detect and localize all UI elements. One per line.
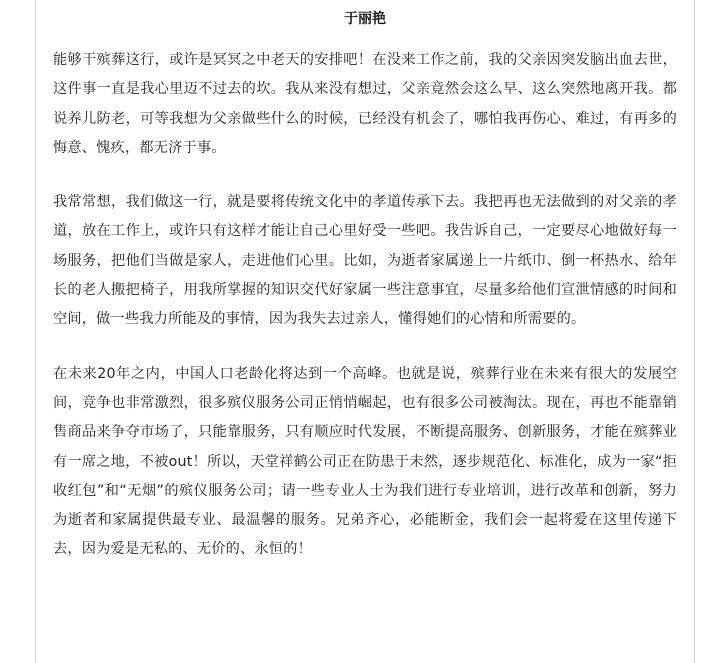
paragraph-2: 我常常想，我们做这一行，就是要将传统文化中的孝道传承下去。我把再也无法做到的对父亲的孝道，放在工作上，或许只有这样才能让自己心里好受一些吧。我告诉自己，一定要尽心地做好每一场服务，把他们当做是家人，走进他们心里。比如，为逝者家属递上一片纸巾、倒一杯热水、给年长的老人搬把椅子，用我所掌握的知识交代好家属一些注意事宜，尽量多给他们宣泄情感的时间和空间，做一些我力所能及的事情，因为我失去过亲人，懂得她们的心情和所需要的。 <box>53 194 677 328</box>
paragraph-3: 在未来20年之内，中国人口老龄化将达到一个高峰。也就是说，殡葬行业在未来有很大的发展空间，竞争也非常激烈，很多殡仪服务公司正悄悄崛起，也有很多公司被淘汰。现在，再也不能靠销售商品来争夺市场了，只能靠服务，只有顺应时代发展，不断提高服务、创新服务，才能在殡葬业有一席之地，不被out！所以，天堂祥鹤公司正在防患于未然，逐步规范化、标准化，成为一家“拒收红包”和“无烟”的殡仪服务公司；请一些专业人士为我们进行专业培训，进行改革和创新，努力为逝者和家属提供最专业、最温馨的服务。兄弟齐心，必能断金，我们会一起将爱在这里传递下去，因为爱是无私的、无价的、永恒的！ <box>53 365 677 558</box>
document-page <box>35 0 695 663</box>
paragraph-1: 能够干殡葬这行，或许是冥冥之中老天的安排吧！在没来工作之前，我的父亲因突发脑出血去世，这件事一直是我心里迈不过去的坎。我从来没有想过，父亲竟然会这么早、这么突然地离开我。都说养儿防老，可等我想为父亲做些什么的时候，已经没有机会了，哪怕我再伤心、难过，有再多的悔意、愧疚，都无济于事。 <box>53 52 677 156</box>
document-title: 于丽艳 <box>344 11 386 27</box>
